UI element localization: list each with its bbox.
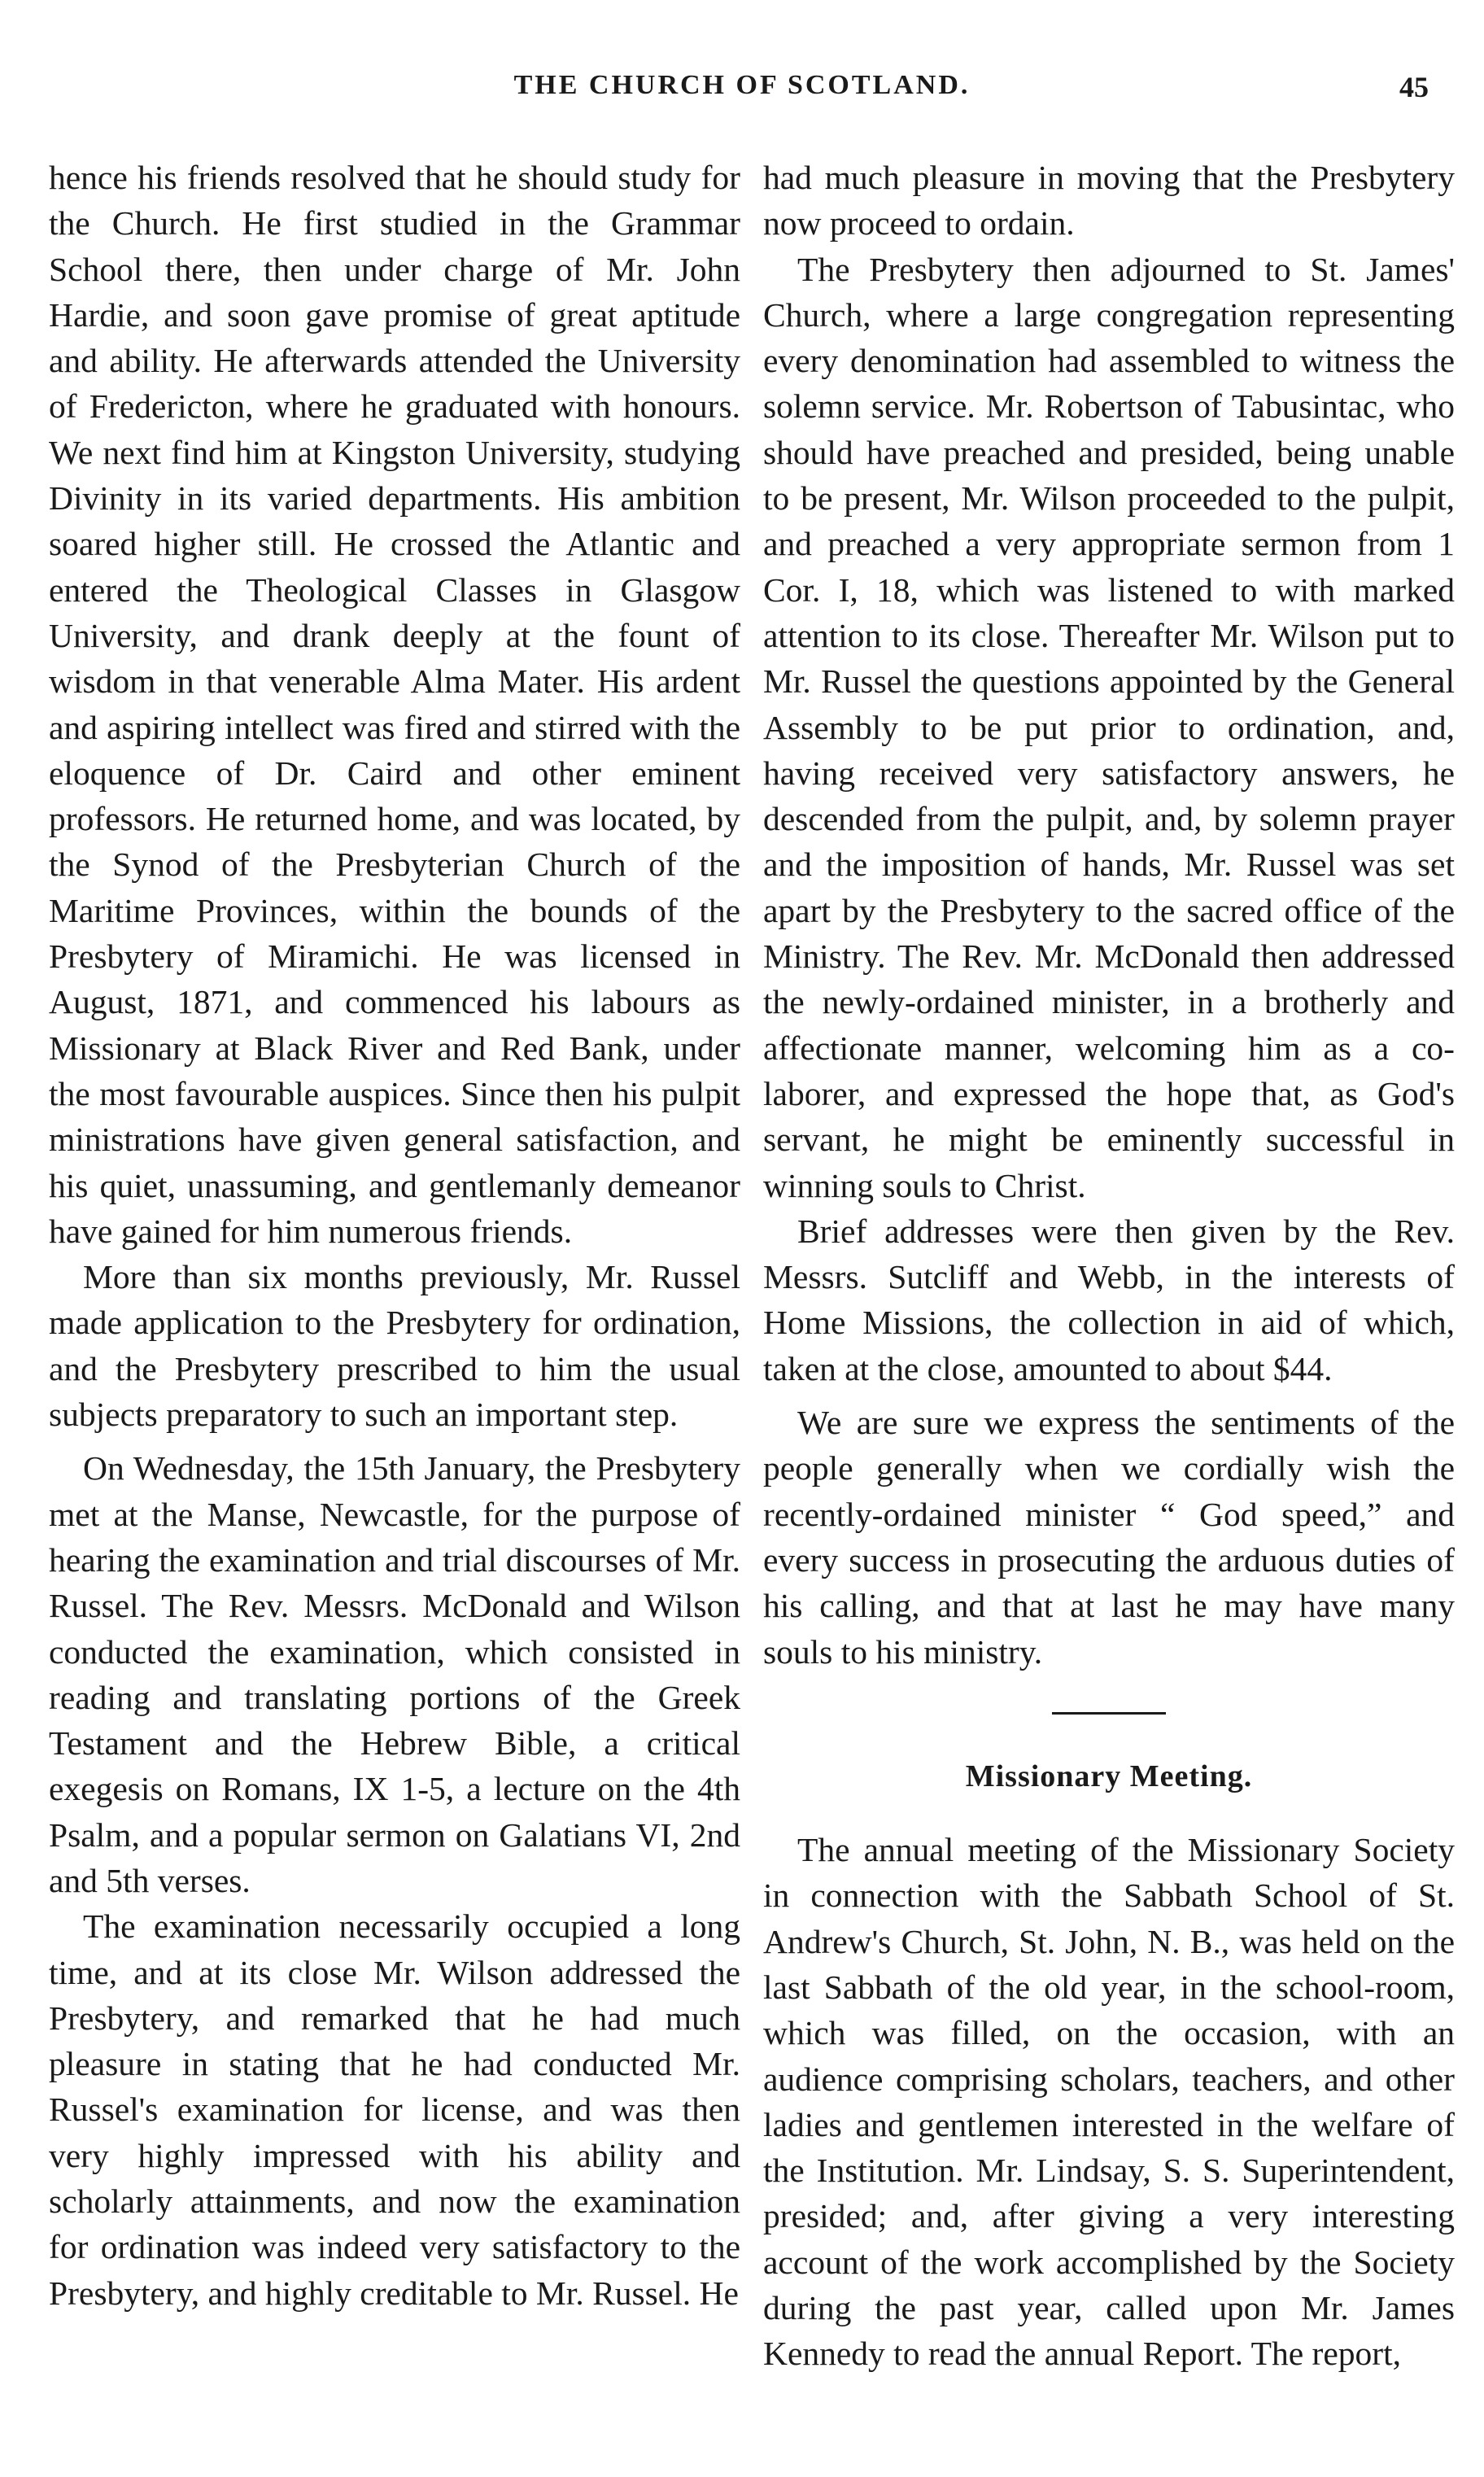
paragraph-left-2: More than six months previously, Mr. Russel made application to the Presbytery for ordination, and the Presbytery prescribed to him the usual subjects preparatory to such an important step.: [49, 1258, 740, 1434]
paragraph-left-4: The examination necessarily occupied a long time, and at its close Mr. Wilson addressed the Presbytery, and remarked that he had much pleasure in stating that he had conducted Mr. Russel's examination for license, and was then very highly impressed with his ability and scholarly attainments, and now the examination for ordination was indeed very satisfactory to the Presbytery, and highly creditable to Mr. Russel. He: [49, 1907, 740, 2312]
paragraph-right-4: We are sure we express the sentiments of the people generally when we cordially wish the recently-ordained minister “ God speed,” and every success in prosecuting the arduous duties of his calling, and that at last he may have many souls to his ministry.: [763, 1404, 1455, 1671]
paragraph-right-1: had much pleasure in moving that the Presbytery now proceed to ordain.: [763, 159, 1455, 242]
running-title: THE CHURCH OF SCOTLAND.: [513, 70, 971, 100]
right-column: [763, 155, 1455, 2377]
running-head: [49, 70, 1435, 116]
paragraph-right-5: The annual meeting of the Missionary Society in connection with the Sabbath School of St. Andrew's Church, St. John, N. B., was held on the last Sabbath of the old year, in the school-room, which was filled, on the occasion, with an audience comprising scholars, teachers, and other ladies and gentlemen interested in the welfare of the Institution. Mr. Lindsay, S. S. Superintendent, presided; and, after giving a very interesting account of the work accomplished by the Society during the past year, called upon Mr. James Kennedy to read the annual Report. The report,: [763, 1831, 1455, 2373]
paragraph-right-2: The Presbytery then adjourned to St. James' Church, where a large congregation representing every denomination had assembled to witness the solemn service. Mr. Robertson of Tabusintac, who should have preached and presided, being unable to be present, Mr. Wilson proceeded to the pulpit, and preached a very appropriate sermon from 1 Cor. I, 18, which was listened to with marked attention to its close. Thereafter Mr. Wilson put to Mr. Russel the questions appointed by the General Assembly to be put prior to ordination, and, having received very satisfactory answers, he descended from the pulpit, and, by solemn prayer and the imposition of hands, Mr. Russel was set apart by the Presbytery to the sacred office of the Ministry. The Rev. Mr. McDonald then addressed the newly-ordained minister, in a brotherly and affectionate manner, welcoming him as a co-laborer, and expressed the hope that, as God's servant, he might be eminently successful in winning souls to Christ.: [763, 250, 1455, 1204]
section-heading: Missionary Meeting.: [965, 1758, 1253, 1793]
paragraph-left-1: hence his friends resolved that he should study for the Church. He first studied in the Grammar School there, then under charge of Mr. John Hardie, and soon gave promise of great aptitude and ability. He afterwards attended the University of Fredericton, where he graduated with honours. We next find him at Kingston University, studying Divinity in its varied departments. His ambition soared higher still. He crossed the Atlantic and entered the Theological Classes in Glasgow University, and drank deeply at the fount of wisdom in that venerable Alma Mater. His ardent and aspiring intellect was fired and stirred with the eloquence of Dr. Caird and other eminent professors. He returned home, and was located, by the Synod of the Presbyterian Church of the Maritime Provinces, within the bounds of the Presbytery of Miramichi. He was licensed in August, 1871, and commenced his labours as Missionary at Black River and Red Bank, under the most favourable auspices. Since then his pulpit ministrations have given general satisfaction, and his quiet, unassuming, and gentlemanly demeanor have gained for him numerous friends.: [49, 159, 740, 1250]
paragraph-right-3: Brief addresses were then given by the Rev. Messrs. Sutcliff and Webb, in the interests of Home Missions, the collection in aid of which, taken at the close, amounted to about $44.: [763, 1212, 1455, 1387]
page-number: 45: [1399, 71, 1429, 103]
section-divider: [1052, 1712, 1166, 1715]
paragraph-left-3: On Wednesday, the 15th January, the Presbytery met at the Manse, Newcastle, for the purpose of hearing the examination and trial discourses of Mr. Russel. The Rev. Messrs. McDonald and Wilson conducted the examination, which consisted in reading and translating portions of the Greek Testament and the Hebrew Bible, a critical exegesis on Romans, IX 1-5, a lecture on the 4th Psalm, and a popular sermon on Galatians VI, 2nd and 5th verses.: [49, 1449, 740, 1899]
left-column: [49, 155, 740, 2316]
